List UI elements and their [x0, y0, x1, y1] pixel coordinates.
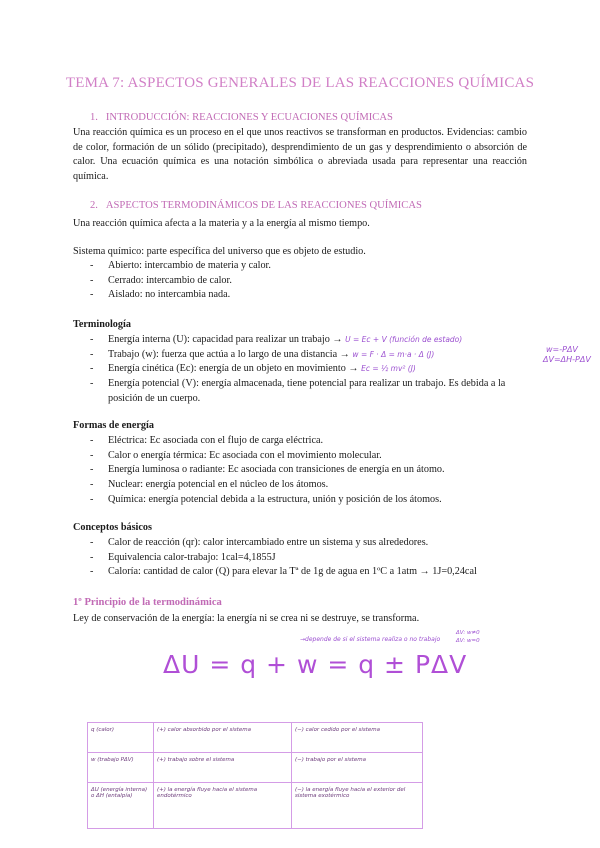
- section-2-intro: Una reacción química afecta a la materia y a la energía al mismo tiempo.: [73, 218, 370, 229]
- list-item: - Calor o energía térmica: Ec asociada con el movimiento molecular.: [90, 449, 382, 461]
- handwritten-note: U = Ec + V (función de estado): [345, 335, 463, 344]
- first-law-formula: ΔU = q + w = q ± PΔV: [163, 650, 468, 679]
- section-2-heading: 2. ASPECTOS TERMODINÁMICOS DE LAS REACCIONES QUÍMICAS: [90, 200, 422, 211]
- handwritten-annotation: →depende de si el sistema realiza o no trabajo: [300, 636, 441, 643]
- table-cell: ΔU (energía interna) o ΔH (entalpía): [88, 783, 154, 829]
- handwritten-note: Ec = ½ mv² (J): [361, 364, 416, 374]
- table-cell: (+) la energía fluye hacia el sistema endotérmico: [154, 783, 292, 829]
- list-item: - Energía interna (U): capacidad para realizar un trabajo → U = Ec + V (función de estado): [90, 334, 463, 345]
- list-item: - Equivalencia calor-trabajo: 1cal=4,1855J: [90, 551, 276, 563]
- terminologia-heading: Terminología: [73, 319, 131, 330]
- margin-note: w=-PΔV: [546, 345, 578, 354]
- list-item: - Química: energía potencial debida a la estructura, unión y posición de los átomos.: [90, 493, 442, 505]
- page-title: TEMA 7: ASPECTOS GENERALES DE LAS REACCIONES QUÍMICAS: [65, 75, 535, 91]
- table-cell: (+) calor absorbido por el sistema: [154, 723, 292, 753]
- formas-heading: Formas de energía: [73, 420, 154, 431]
- section-1-text: Una reacción química es un proceso en el que unos reactivos se transforman en productos. Evidencias: cambio de color, formación de un sólido (precipitado), desprendimiento de un gas y desprendimiento o absorción de calor. Una ecuación química es una notación simbólica o abreviada usada para representar una reacción química.: [73, 127, 527, 182]
- list-item: - Eléctrica: Ec asociada con el flujo de carga eléctrica.: [90, 435, 324, 446]
- list-item: - Aislado: no intercambia nada.: [90, 289, 231, 301]
- list-item: - Energía luminosa o radiante: Ec asociada con transiciones de energía en un átomo.: [90, 464, 445, 476]
- formas-list: [90, 434, 445, 508]
- list-item: - Energía cinética (Ec): energía de un objeto en movimiento → Ec = ½ mv² (J): [90, 363, 416, 375]
- terminologia-list: [90, 333, 530, 407]
- system-types-list: [90, 259, 271, 303]
- list-item: - Trabajo (w): fuerza que actúa a lo largo de una distancia → w = F · Δ = m·a · Δ (J): [90, 348, 435, 360]
- table-row: [88, 723, 423, 753]
- conceptos-heading: Conceptos básicos: [73, 522, 152, 533]
- principio-text: Ley de conservación de la energía: la energía ni se crea ni se destruye, se transforma.: [73, 613, 420, 624]
- table-cell: (−) la energía fluye hacia el exterior del sistema exotérmico: [292, 783, 423, 829]
- list-item: - Nuclear: energía potencial en el núcleo de los átomos.: [90, 479, 329, 491]
- table-cell: w (trabajo PΔV): [88, 753, 154, 783]
- list-item: - Energía potencial (V): energía almacenada, tiene potencial para realizar un trabajo. Es debida a la posición de un cuerpo.: [90, 378, 506, 404]
- handwritten-annotation: ΔV: w≠0: [456, 630, 480, 636]
- principio-heading: 1º Principio de la termodinámica: [73, 597, 222, 608]
- list-item: - Caloría: cantidad de calor (Q) para elevar la Tª de 1g de agua en 1ºC a 1atm → 1J=0,24cal: [90, 566, 477, 578]
- table-row: [88, 753, 423, 783]
- handwritten-annotation: ΔV: w=0: [456, 638, 480, 644]
- sistema-quimico-definition: Sistema químico: parte específica del universo que es objeto de estudio.: [73, 246, 366, 257]
- table-cell: (+) trabajo sobre el sistema: [154, 753, 292, 783]
- section-1-heading: 1. INTRODUCCIÓN: REACCIONES Y ECUACIONES QUÍMICAS: [90, 112, 393, 123]
- table-cell: q (calor): [88, 723, 154, 753]
- handwritten-note: w = F · Δ = m·a · Δ (J): [352, 349, 435, 359]
- table-row: [88, 783, 423, 829]
- table-cell: (−) trabajo por el sistema: [292, 753, 423, 783]
- list-item: - Abierto: intercambio de materia y calor.: [90, 260, 271, 271]
- list-item: - Calor de reacción (qr): calor intercambiado entre un sistema y sus alrededores.: [90, 537, 429, 548]
- conceptos-list: [90, 536, 477, 580]
- margin-note: ΔV=ΔH-PΔV: [543, 355, 591, 364]
- list-item: - Cerrado: intercambio de calor.: [90, 274, 232, 286]
- table-cell: (−) calor cedido por el sistema: [292, 723, 423, 753]
- sign-convention-table: [87, 722, 423, 829]
